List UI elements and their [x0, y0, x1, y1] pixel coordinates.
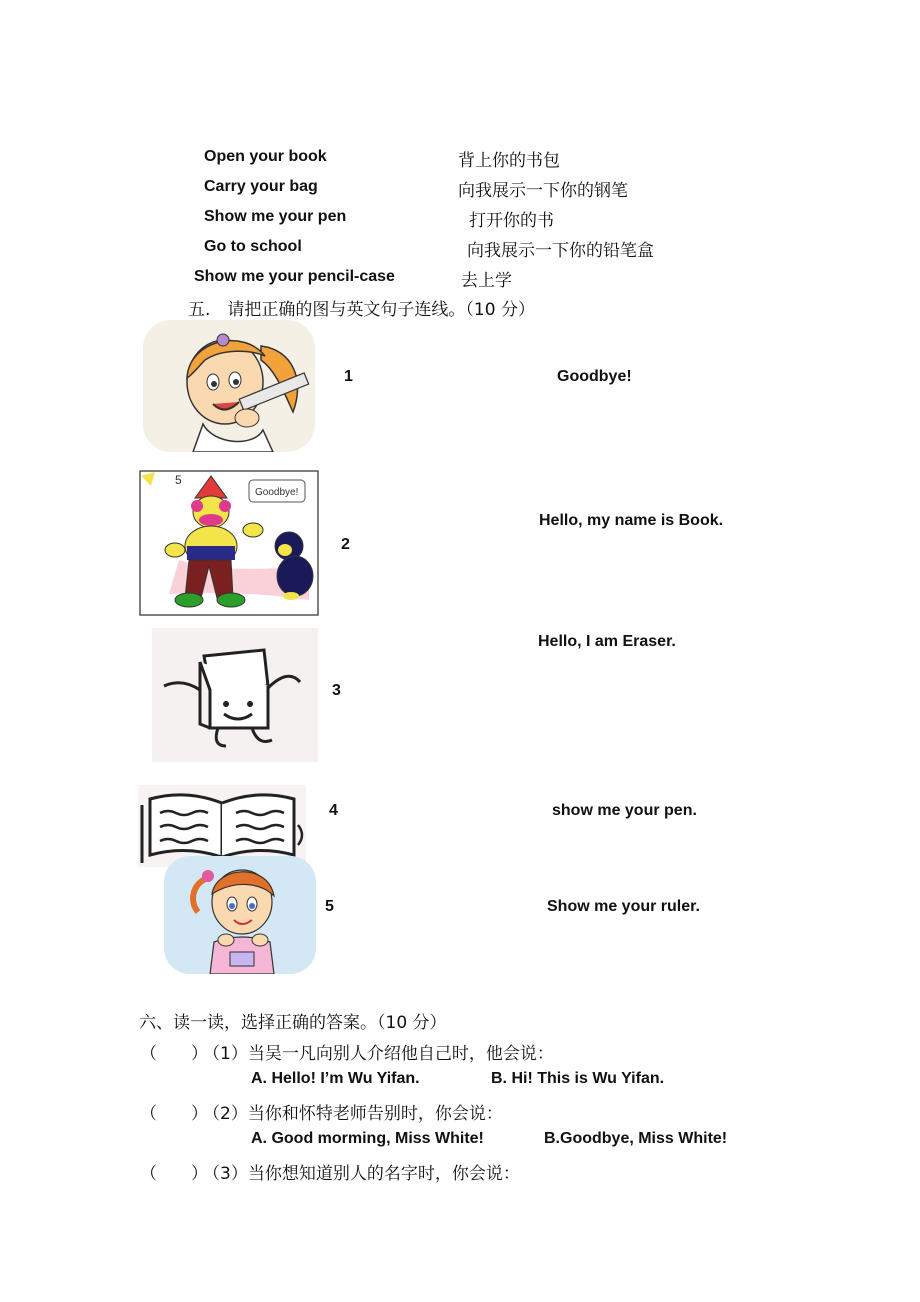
picture-open-book: [138, 785, 306, 867]
question-1-option-b: B. Hi! This is Wu Yifan.: [491, 1070, 665, 1087]
picture-number-2: 2: [341, 536, 350, 553]
picture-number-3: 3: [332, 682, 341, 699]
sentence-i-am-eraser: Hello, I am Eraser.: [538, 633, 676, 650]
picture-girl-with-pen: [164, 856, 316, 974]
question-1-option-a: A. Hello! I’m Wu Yifan.: [251, 1070, 420, 1087]
speech-bubble-goodbye: Goodbye!: [255, 487, 299, 498]
chinese-phrase-2: 向我展示一下你的钢笔: [458, 181, 628, 201]
answer-blank-3[interactable]: （ ）: [140, 1164, 208, 1184]
sentence-show-ruler: Show me your ruler.: [547, 898, 700, 915]
answer-blank-1[interactable]: （ ）: [140, 1044, 208, 1064]
english-phrase-1: Open your book: [204, 148, 327, 165]
picture-number-5: 5: [325, 898, 334, 915]
question-3: （3）当你想知道别人的名字时，你会说：: [203, 1164, 520, 1184]
chinese-phrase-3: 打开你的书: [469, 211, 554, 231]
sentence-goodbye: Goodbye!: [557, 368, 632, 385]
answer-blank-2[interactable]: （ ）: [140, 1104, 208, 1124]
english-phrase-3: Show me your pen: [204, 208, 347, 225]
picture-eraser-character: [152, 628, 318, 762]
question-1: （1）当吴一凡向别人介绍他自己时，他会说：: [203, 1044, 554, 1064]
picture-clown-and-monkey: [139, 470, 319, 616]
picture-number-4: 4: [329, 802, 338, 819]
question-2: （2）当你和怀特老师告别时，你会说：: [203, 1104, 503, 1124]
picture-number-1: 1: [344, 368, 353, 385]
section-6-title: 六、读一读，选择正确的答案。（10 分）: [139, 1013, 447, 1033]
question-2-option-a: A. Good morming, Miss White!: [251, 1130, 484, 1147]
chinese-phrase-5: 去上学: [461, 271, 512, 291]
sentence-name-is-book: Hello, my name is Book.: [539, 512, 724, 529]
chinese-phrase-1: 背上你的书包: [458, 151, 560, 171]
sentence-show-pen: show me your pen.: [552, 802, 697, 819]
english-phrase-2: Carry your bag: [204, 178, 318, 195]
chinese-phrase-4: 向我展示一下你的铅笔盒: [467, 241, 654, 261]
picture-number-label: 5: [175, 473, 182, 487]
english-phrase-5: Show me your pencil-case: [194, 268, 395, 285]
picture-girl-with-ruler: [143, 320, 315, 452]
question-2-option-b: B.Goodbye, Miss White!: [544, 1130, 728, 1147]
section-5-title: 五. 请把正确的图与英文句子连线。（10 分）: [188, 300, 535, 320]
english-phrase-4: Go to school: [204, 238, 302, 255]
